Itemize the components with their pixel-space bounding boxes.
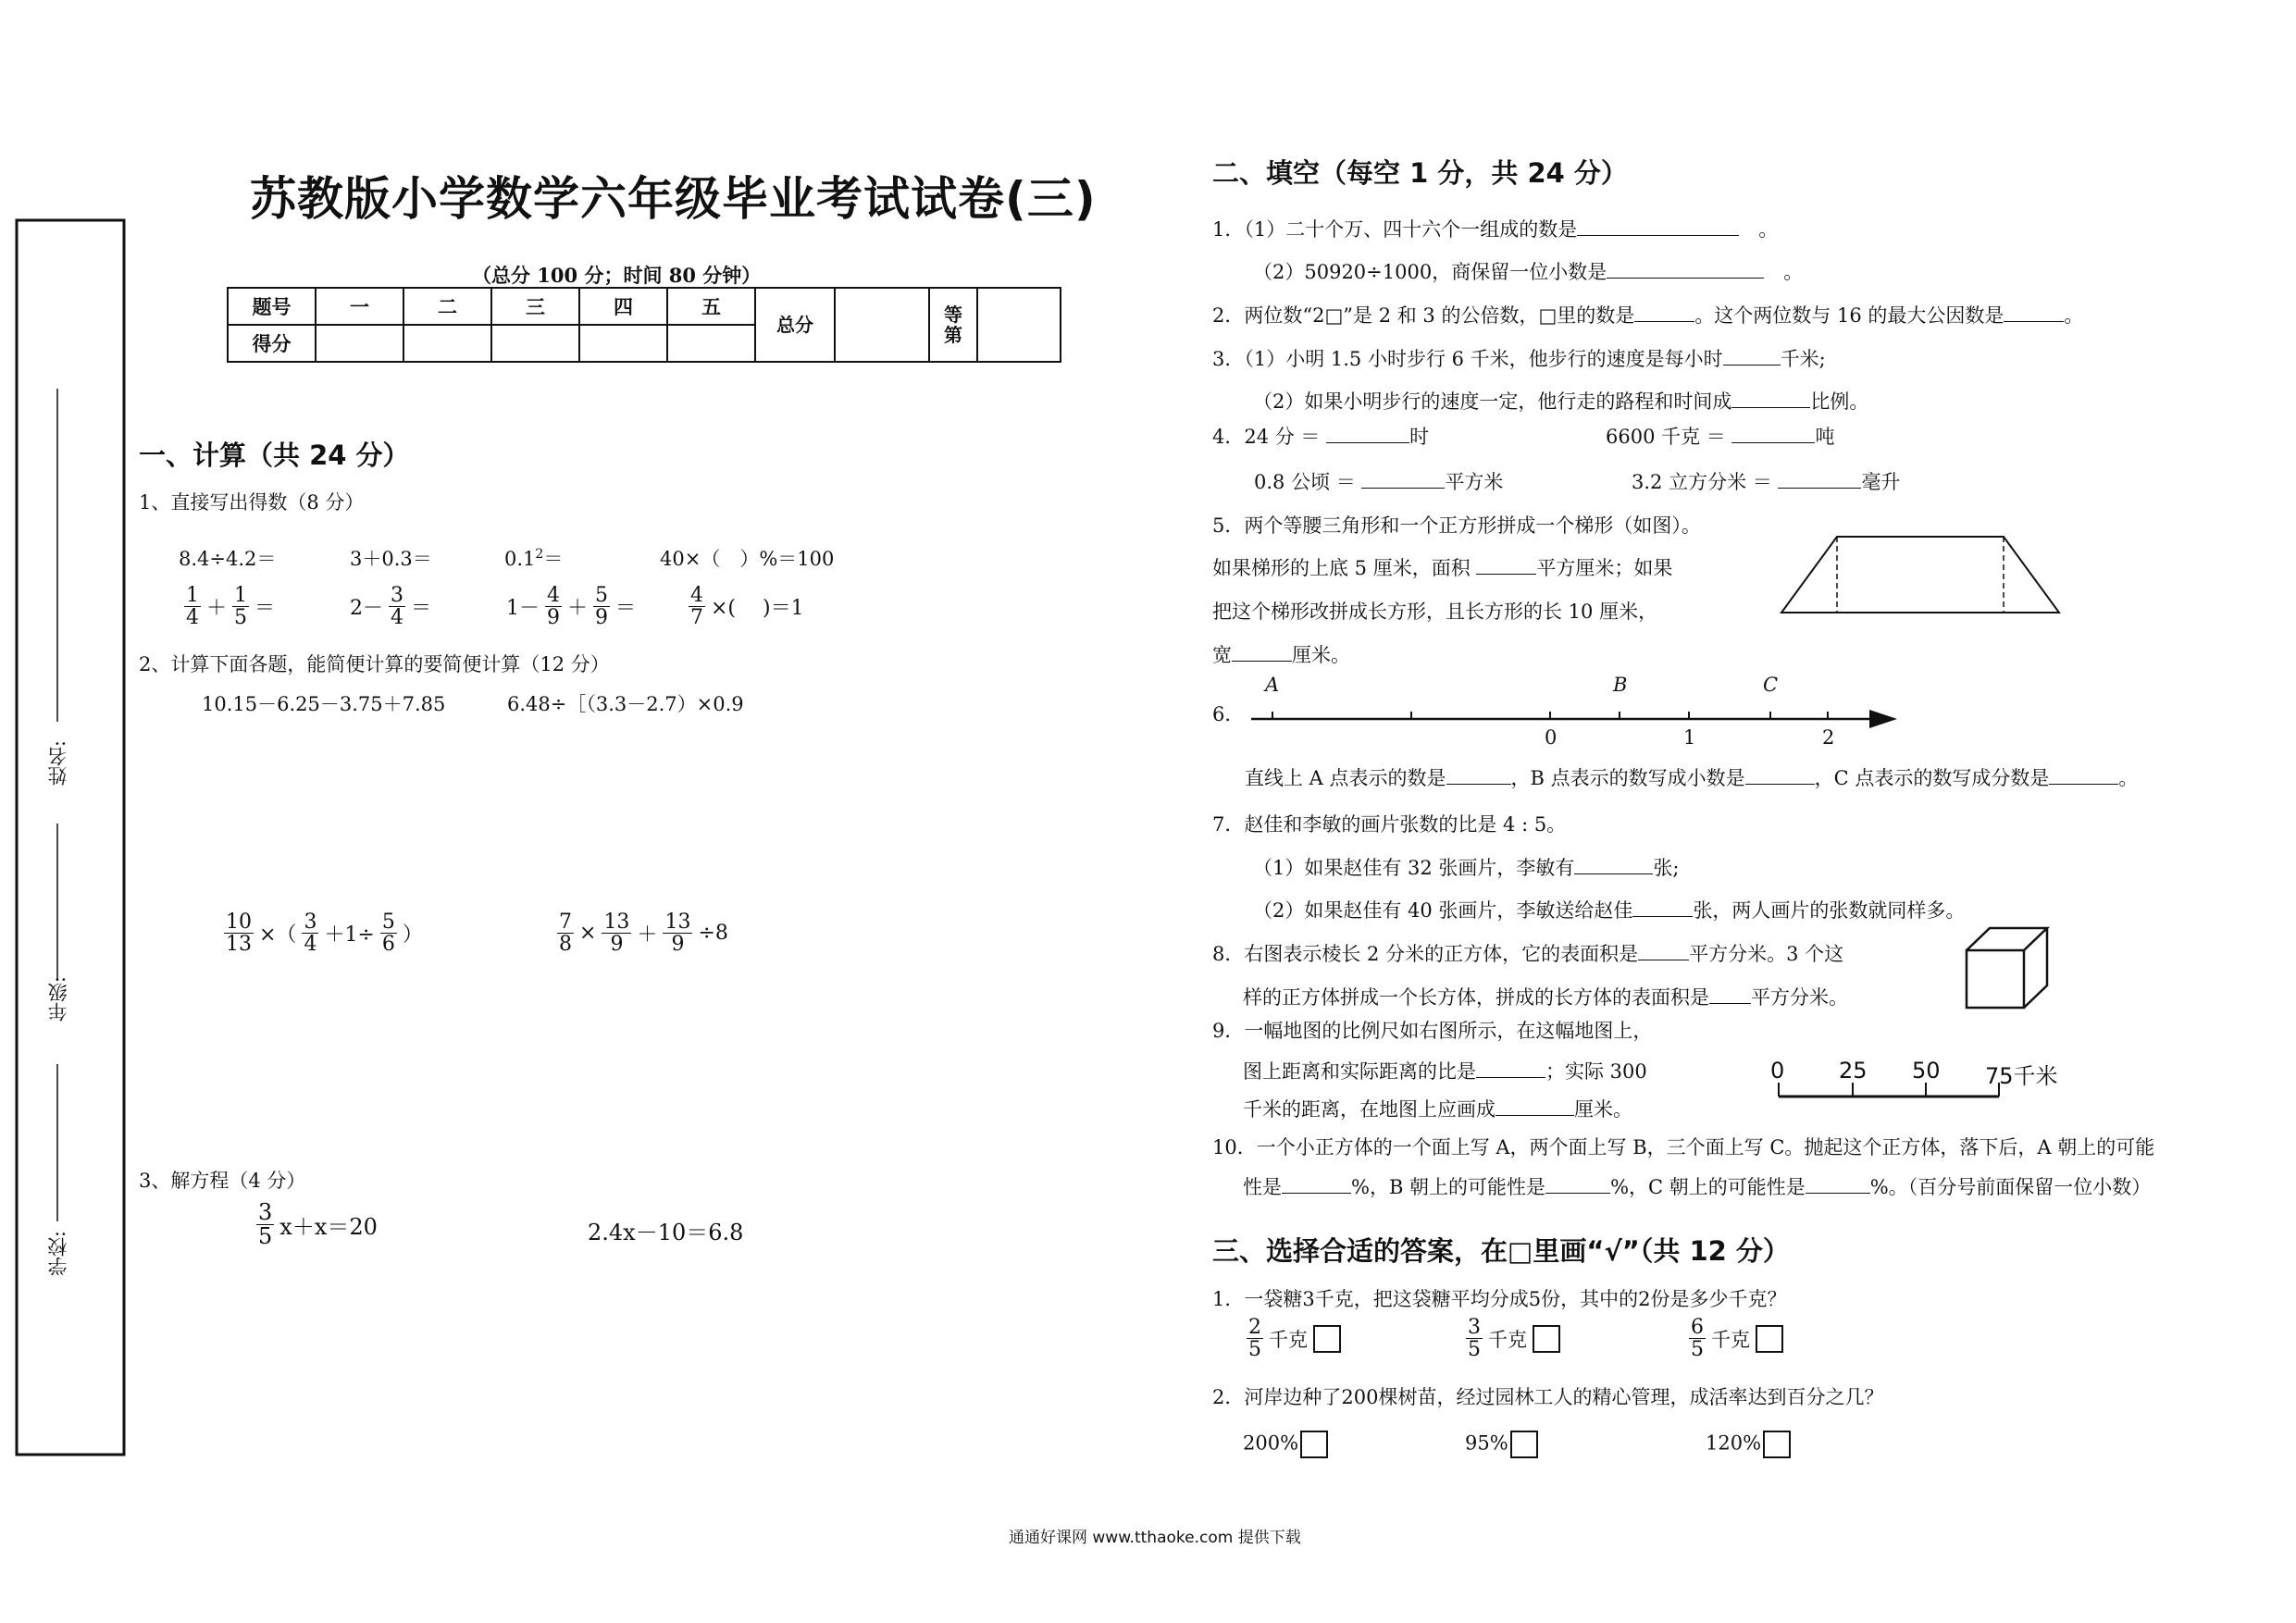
scale-75: 75千米: [1985, 1063, 2058, 1089]
s2-q3b: （2）如果小明步行的速度一定，他行走的路程和时间成 比例。: [1253, 390, 1869, 413]
section2-heading: 二、填空（每空 1 分，共 24 分）: [1212, 157, 1628, 189]
s1-q3-label: 3、解方程（4 分）: [139, 1170, 306, 1192]
footer: 通通好课网 www.tthaoke.com 提供下载: [1009, 1529, 1301, 1547]
s2-q7a: （1）如果赵佳有 32 张画片，李敏有 张;: [1253, 857, 1680, 879]
s2-q10a: 10．一个小正方体的一个面上写 A，两个面上写 B，三个面上写 C。抛起这个正方体，落下后，A 朝上的可能: [1212, 1136, 2155, 1158]
score-head-5: 五: [667, 288, 755, 325]
score-head-1: 一: [316, 288, 403, 325]
s1-q2-e1: 10.15－6.25－3.75＋7.85: [202, 693, 446, 715]
s1-q1-e6: 2－ $\frac{3}{4}$ ＝: [350, 584, 432, 630]
s3-q1-opt1[interactable]: $\frac{2}{5}$ 千克: [1245, 1317, 1341, 1360]
scale-25: 25: [1839, 1058, 1868, 1084]
page-subtitle: （总分 100 分；时间 80 分钟）: [472, 264, 762, 287]
s2-q5a: 5．两个等腰三角形和一个正方形拼成一个梯形（如图）。: [1212, 514, 1701, 537]
score-table: [227, 287, 1061, 363]
s1-q2-e3: $\frac{10}{13}$ ×（ $\frac{3}{4}$ ＋1÷ $\frac{5}{6}$ ）: [226, 911, 423, 957]
score-cell: [579, 325, 667, 362]
total-score-cell: [835, 288, 929, 362]
s2-q6-text: 直线上 A 点表示的数是 ，B 点表示的数写成小数是 ，C 点表示的数写成分数是 。: [1245, 767, 2139, 789]
tick-1-label: 1: [1683, 726, 1696, 749]
score-head-label: 题号: [228, 288, 316, 325]
s3-q1-opt3[interactable]: $\frac{6}{5}$ 千克: [1687, 1317, 1783, 1360]
tick-0-label: 0: [1545, 726, 1558, 749]
scale-0: 0: [1770, 1058, 1785, 1084]
grade-level-label: 等第: [929, 288, 977, 362]
checkbox[interactable]: [1763, 1431, 1791, 1458]
checkbox[interactable]: [1533, 1325, 1560, 1353]
score-row-label: 得分: [228, 325, 316, 362]
point-a-label: A: [1265, 674, 1280, 696]
s1-q2-e2: 6.48÷［（3.3－2.7）×0.9: [507, 693, 744, 715]
checkbox[interactable]: [1510, 1431, 1538, 1458]
s3-q1-opt2[interactable]: $\frac{3}{5}$ 千克: [1464, 1317, 1560, 1360]
s1-q1-e8: $\frac{4}{7}$ ×( )＝1: [690, 584, 804, 630]
s1-q1-e7: 1－ $\frac{4}{9}$ ＋ $\frac{5}{9}$ ＝: [506, 584, 637, 630]
s3-q2-opt3[interactable]: 120%: [1706, 1431, 1791, 1458]
score-cell: [491, 325, 579, 362]
s2-q1b: （2）50920÷1000，商保留一位小数是 。: [1253, 261, 1804, 283]
checkbox[interactable]: [1313, 1325, 1341, 1353]
checkbox[interactable]: [1756, 1325, 1783, 1353]
score-cell: [316, 325, 403, 362]
score-head-3: 三: [491, 288, 579, 325]
section3-heading: 三、选择合适的答案，在□里画“√”（共 12 分）: [1212, 1235, 1790, 1267]
s3-q1: 1．一袋糖3千克，把这袋糖平均分成5份，其中的2份是多少千克？: [1212, 1288, 1787, 1310]
s2-q10b: 性是 %，B 朝上的可能性是 %，C 朝上的可能性是 %。（百分号前面保留一位小数）: [1243, 1176, 2152, 1198]
s2-q1a: 1．（1）二十个万、四十六个一组成的数是 。: [1212, 218, 1779, 241]
s1-q1-e1: 8.4÷4.2＝: [179, 548, 277, 570]
s2-q8b: 样的正方体拼成一个长方体，拼成的长方体的表面积是 平方分米。: [1243, 986, 1848, 1009]
point-b-label: B: [1613, 674, 1628, 696]
s2-q7: 7．赵佳和李敏的画片张数的比是 4 : 5。: [1212, 813, 1567, 836]
s1-q1-e2: 3＋0.3＝: [350, 548, 432, 570]
score-cell: [667, 325, 755, 362]
s2-q4b: 6600 千克 ＝ 吨: [1606, 426, 1835, 448]
s2-q5c: 把这个梯形改拼成长方形，且长方形的长 10 厘米，: [1212, 601, 1658, 623]
s2-q9b: 图上距离和实际距离的比是 ；实际 300: [1243, 1060, 1647, 1083]
grade-label: 年级:: [47, 976, 69, 1022]
grade-level-cell: [977, 288, 1061, 362]
s2-q5b: 如果梯形的上底 5 厘米，面积 平方厘米；如果: [1212, 557, 1673, 579]
s2-q2: 2．两位数“2□”是 2 和 3 的公倍数，□里的数是 。这个两位数与 16 的最大公因数是 。: [1212, 304, 2084, 327]
s1-q1-e3: $0.1^2=$: [504, 547, 564, 570]
s1-q2-label: 2、计算下面各题，能简便计算的要简便计算（12 分）: [139, 653, 610, 675]
s1-q1-label: 1、直接写出得数（8 分）: [139, 491, 365, 514]
score-head-4: 四: [579, 288, 667, 325]
s3-q2: 2．河岸边种了200棵树苗，经过园林工人的精心管理，成活率达到百分之几？: [1212, 1386, 1884, 1408]
school-label: 学校:: [47, 1231, 69, 1277]
s1-q1-e5: $\frac{1}{4}$ ＋ $\frac{1}{5}$ ＝: [186, 584, 276, 630]
s1-q2-e4: $\frac{7}{8}$ × $\frac{13}{9}$ ＋ $\frac{13}{9}$ ÷8: [559, 911, 728, 957]
s3-q2-opt2[interactable]: 95%: [1465, 1431, 1538, 1458]
score-cell: [403, 325, 491, 362]
s1-q3-eq2: 2.4x－10＝6.8: [588, 1220, 744, 1245]
s2-q4d: 3.2 立方分米 ＝ 毫升: [1632, 471, 1901, 493]
s2-q4a: 4．24 分 ＝ 时: [1212, 426, 1430, 448]
s2-q6-label: 6．: [1212, 703, 1245, 725]
total-score-label: 总分: [755, 288, 835, 362]
s2-q8a: 8．右图表示棱长 2 分米的正方体，它的表面积是 平方分米。3 个这: [1212, 943, 1844, 965]
s2-q9c: 千米的距离，在地图上应画成 厘米。: [1243, 1098, 1632, 1121]
checkbox[interactable]: [1300, 1431, 1328, 1458]
section1-heading: 一、计算（共 24 分）: [139, 440, 410, 471]
tick-2-label: 2: [1822, 726, 1835, 749]
scale-50: 50: [1912, 1058, 1941, 1084]
score-head-2: 二: [403, 288, 491, 325]
name-label: 姓名:: [47, 740, 69, 787]
s2-q7b: （2）如果赵佳有 40 张画片，李敏送给赵佳 张，两人画片的张数就同样多。: [1253, 899, 1966, 922]
s2-q4c: 0.8 公顷 ＝ 平方米: [1254, 471, 1504, 493]
s2-q9a: 9．一幅地图的比例尺如右图所示，在这幅地图上，: [1212, 1020, 1653, 1042]
s2-q5d: 宽 厘米。: [1212, 644, 1350, 666]
page-title: 苏教版小学数学六年级毕业考试试卷(三): [250, 172, 1097, 226]
point-c-label: C: [1763, 674, 1779, 696]
s1-q1-e4: 40×（ ）%＝100: [660, 548, 835, 570]
s1-q3-eq1: $\frac{3}{5}$ x＋x＝20: [258, 1199, 378, 1250]
s3-q2-opt1[interactable]: 200%: [1243, 1431, 1328, 1458]
s2-q3a: 3．（1）小明 1.5 小时步行 6 千米，他步行的速度是每小时 千米;: [1212, 348, 1826, 370]
